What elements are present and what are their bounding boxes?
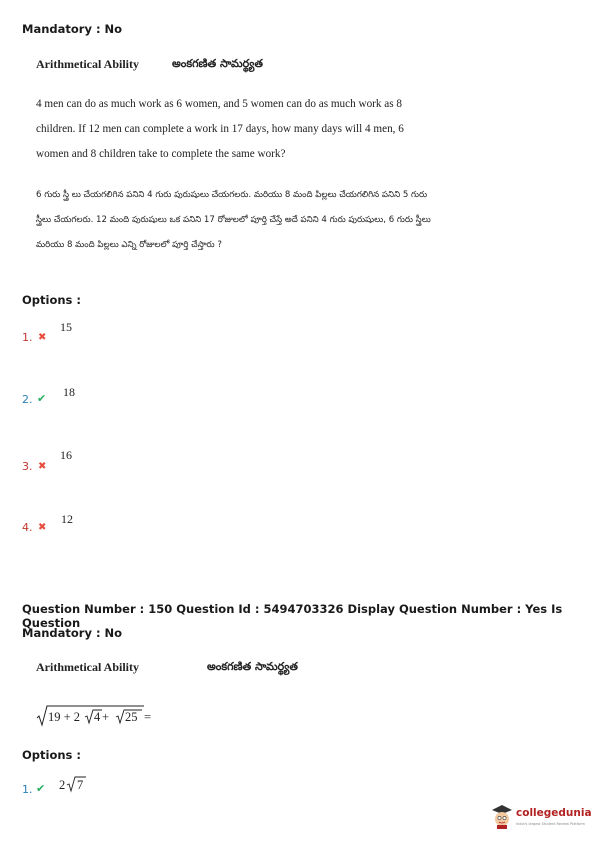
cross-icon: ✖ [38, 461, 47, 472]
subject-english: Arithmetical Ability [36, 660, 139, 674]
mascot-icon [490, 804, 514, 830]
option-number: 1. [22, 331, 33, 344]
question-formula [36, 704, 156, 732]
subject-english: Arithmetical Ability [36, 57, 139, 71]
formula-equals: = [144, 710, 152, 724]
mandatory-label: Mandatory : No [22, 22, 123, 36]
subject-telugu: అంకగణిత సామర్థ్యత [172, 57, 263, 70]
option-number: 1. [22, 783, 33, 796]
check-icon: ✔ [37, 392, 47, 405]
question-header: Question Number : 150 Question Id : 5494703326 Display Question Number : Yes Is Question [22, 602, 563, 630]
question-text-telugu: 6 గురు స్త్రీ లు చేయగలిగిన పనిని 4 గురు పురుషులు చేయగలరు. మరియు 8 మంది పిల్లలు చేయగలిగిన పనిని 5 గురు స్త్రీలు చేయగలరు. 12 మంది పురుషులు ఒక పనిని 17 రోజులలో పూర్తి చేస్తే అదే పనిని 4 గురు పురుషులు, 6 గురు స్త్రీలు మరియు 8 మంది పిల్లలు ఎన్ని రోజులలో పూర్తి చేస్తారు ? [36, 190, 431, 250]
option-number: 2. [22, 393, 33, 406]
option-coef: 2 [59, 778, 66, 792]
cross-icon: ✖ [38, 522, 47, 533]
option-number: 3. [22, 460, 33, 473]
formula-inner2: 25 [125, 710, 138, 724]
option-radicand: 7 [77, 778, 84, 792]
formula-inner1: 4 [94, 710, 101, 724]
brand-tagline: India's largest Student Review Platform [516, 822, 585, 826]
option-value: 18 [63, 385, 75, 399]
formula-plus: + [102, 710, 110, 724]
question-text-english: 4 men can do as much work as 6 women, and 5 women can do as much work as 8 children. If 12 men can complete a work in 17 days, how many days will 4 men, 6 women and 8 children take to complete the same work? [36, 98, 404, 160]
formula-svg [36, 704, 156, 728]
option-value-root [58, 774, 92, 794]
check-icon: ✔ [36, 782, 46, 795]
options-label: Options : [22, 293, 81, 307]
brand-name: collegedunia [516, 807, 592, 819]
collegedunia-logo [490, 800, 590, 836]
mandatory-label: Mandatory : No [22, 626, 123, 640]
formula-outer-text: 19 + 2 [48, 710, 81, 724]
option-value: 15 [60, 320, 72, 334]
subject-telugu: అంకగణిత సామర్థ్యత [207, 660, 298, 673]
option-value: 16 [60, 448, 72, 462]
options-label: Options : [22, 748, 81, 762]
option-value: 12 [61, 512, 73, 526]
option-number: 4. [22, 521, 33, 534]
cross-icon: ✖ [38, 332, 47, 343]
